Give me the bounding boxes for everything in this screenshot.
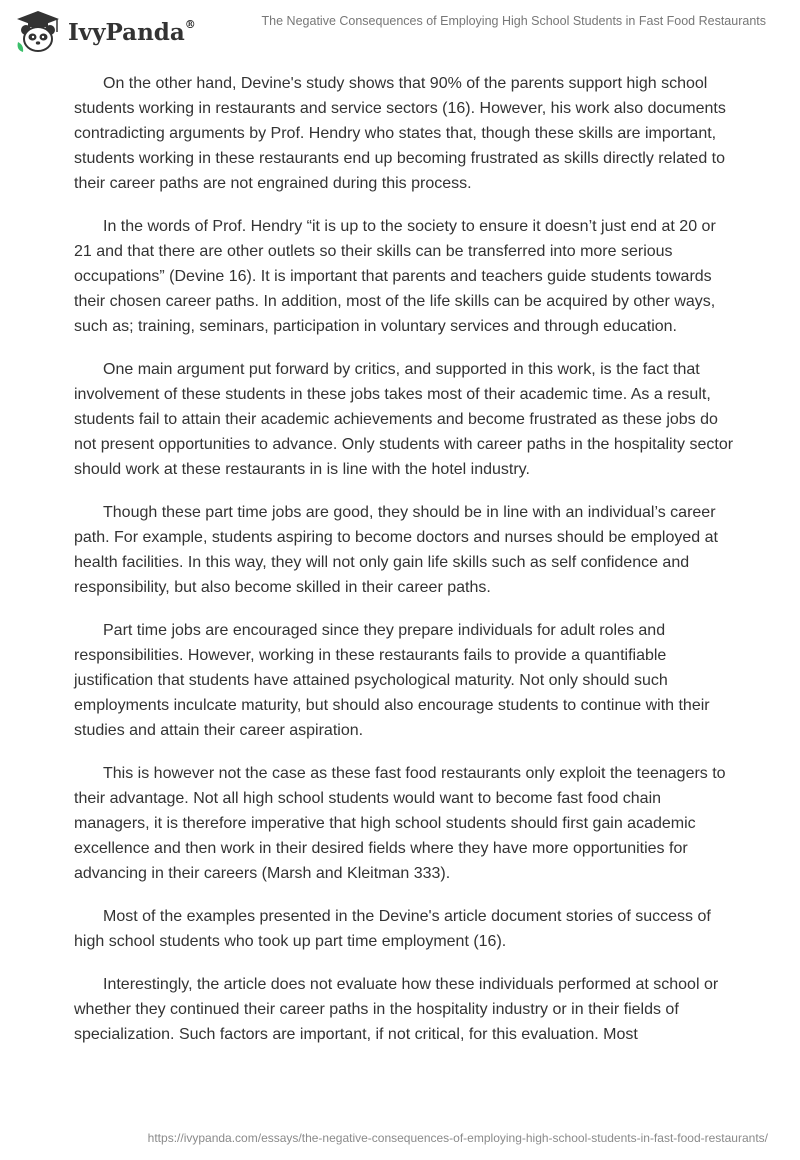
paragraph: One main argument put forward by critics, and supported in this work, is the fact that involvement of these students in these jobs takes most of their academic time. As a result, students fail to attain their academic achievements and become frustrated as these jobs do not present opportunities to advance. Only students with career paths in the hospitality sector should work at these restaurants in is line with the hotel industry. xyxy=(74,361,734,478)
paragraph: On the other hand, Devine's study shows that 90% of the parents support high school students working in restaurants and service sectors (16). However, his work also documents contradicting arguments by Prof. Hendry who states that, though these skills are important, students working in these restaurants end up becoming frustrated as skills directly related to their career paths are not engrained during this process. xyxy=(74,75,726,192)
panda-graduation-cap-icon xyxy=(14,8,62,54)
page-header xyxy=(0,0,800,60)
paragraph: Interestingly, the article does not evaluate how these individuals performed at school or whether they continued their career paths in the hospitality industry or in their fields of specialization. Such factors are important, if not critical, for this evaluation. Most xyxy=(74,976,719,1043)
brand-logo[interactable] xyxy=(14,8,196,54)
article-body xyxy=(74,71,734,1065)
brand-name: IvyPanda® xyxy=(68,17,196,46)
paragraph: This is however not the case as these fast food restaurants only exploit the teenagers to their advantage. Not all high school students would want to become fast food chain managers, it is therefore imperative that high school students should first gain academic excellence and then work in their desired fields where they have more opportunities for advancing in their careers (Marsh and Kleitman 333). xyxy=(74,765,726,882)
paragraph: In the words of Prof. Hendry “it is up to the society to ensure it doesn’t just end at 20 or 21 and that there are other outlets so their skills can be transferred into more serious occupations” (Devine 16). It is important that parents and teachers guide students towards their chosen career paths. In addition, most of the life skills can be acquired by other ways, such as; training, seminars, participation in voluntary services and through education. xyxy=(74,218,716,335)
paragraph: Most of the examples presented in the Devine's article document stories of success of high school students who took up part time employment (16). xyxy=(74,908,711,950)
document-title: The Negative Consequences of Employing High School Students in Fast Food Restaurants xyxy=(261,14,766,28)
paragraph: Part time jobs are encouraged since they prepare individuals for adult roles and responsibilities. However, working in these restaurants fails to provide a quantifiable justification that students have attained psychological maturity. Not only should such employments inculcate maturity, but should also encourage students to continue with their studies and attain their career aspiration. xyxy=(74,622,710,739)
source-url[interactable]: https://ivypanda.com/essays/the-negative-consequences-of-employing-high-school-students-in-fast-food-restaurants/ xyxy=(147,1131,768,1145)
paragraph: Though these part time jobs are good, they should be in line with an individual’s career path. For example, students aspiring to become doctors and nurses should be employed at health facilities. In this way, they will not only gain life skills such as self confidence and responsibility, but also become skilled in their career paths. xyxy=(74,504,718,596)
